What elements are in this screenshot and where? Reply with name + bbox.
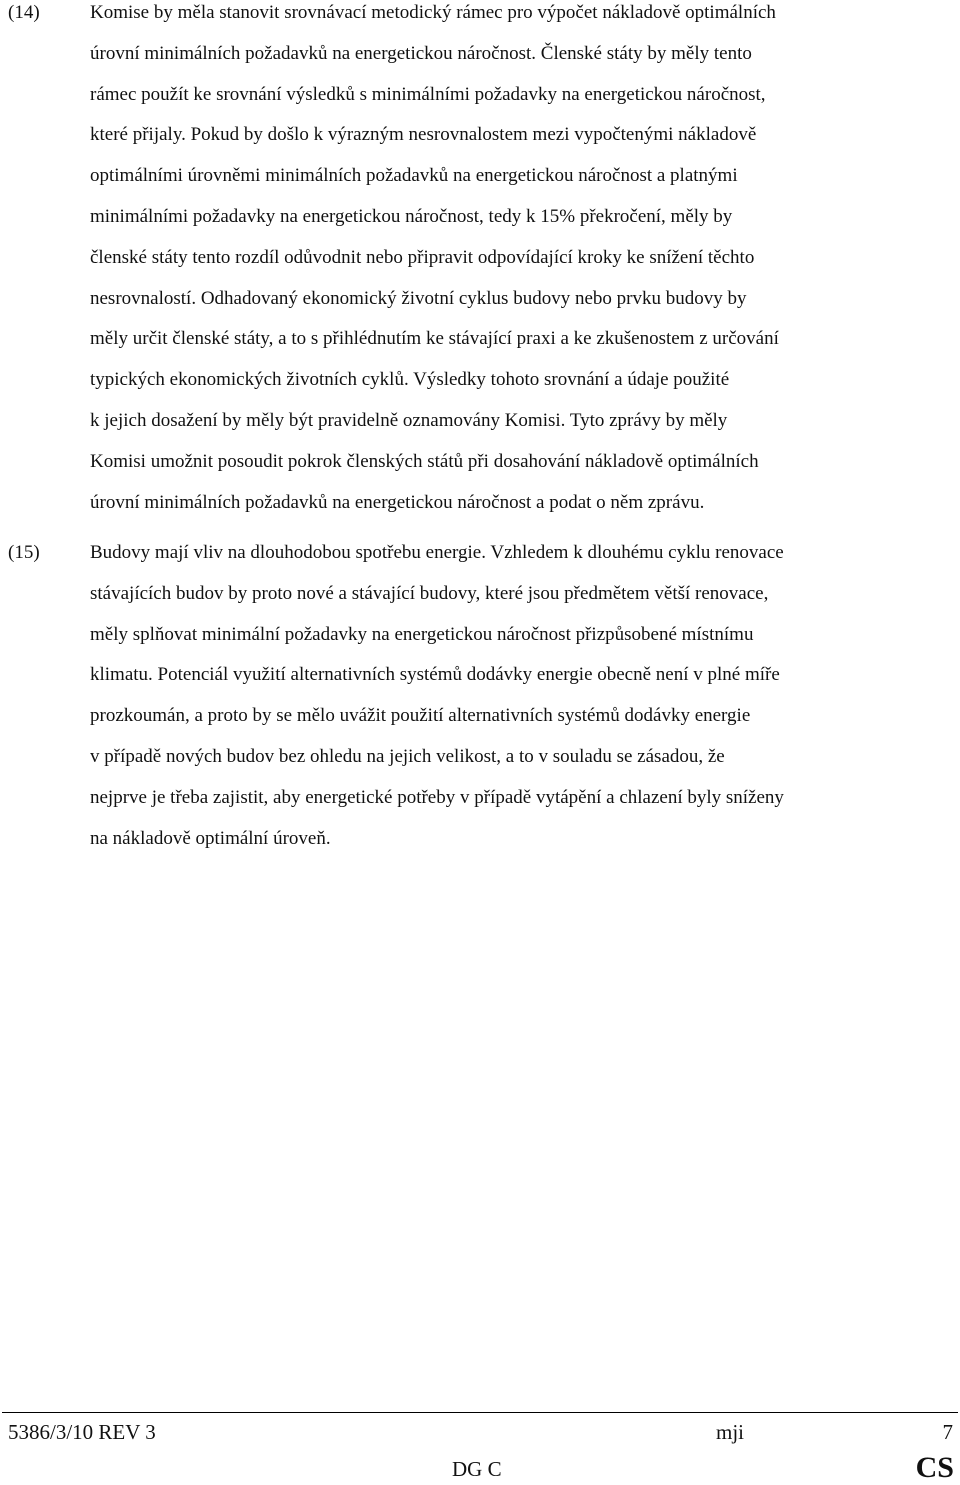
text-line: k jejich dosažení by měly být pravidelně oznamovány Komisi. Tyto zprávy by měly — [90, 409, 728, 431]
text-line: úrovní minimálních požadavků na energetickou náročnost a podat o něm zprávu. — [90, 491, 705, 513]
recital-text — [90, 0, 952, 523]
text-line: minimálními požadavky na energetickou náročnost, tedy k 15% překročení, měly by — [90, 205, 733, 227]
text-line: členské státy tento rozdíl odůvodnit nebo připravit odpovídající kroky ke snížení těchto — [90, 246, 755, 268]
recital-number: (15) — [8, 542, 40, 563]
language-code: CS — [915, 1451, 954, 1484]
text-line: prozkoumán, a proto by se mělo uvážit použití alternativních systémů dodávky energie — [90, 705, 751, 727]
author-initials: mji — [716, 1420, 745, 1444]
text-line: Budovy mají vliv na dlouhodobou spotřebu energie. Vzhledem k dlouhému cyklu renovace — [90, 542, 784, 563]
directorate-code: DG C — [452, 1457, 502, 1481]
text-line: Komisi umožnit posoudit pokrok členských států při dosahování nákladově optimálních — [90, 450, 759, 472]
text-line: rámec použít ke srovnání výsledků s minimálními požadavky na energetickou náročnost, — [90, 83, 766, 105]
text-line: klimatu. Potenciál využití alternativních systémů dodávky energie obecně není v plné míře — [90, 664, 780, 686]
text-line: optimálními úrovněmi minimálních požadavků na energetickou náročnost a platnými — [90, 165, 738, 187]
document-reference: 5386/3/10 REV 3 — [8, 1420, 156, 1444]
text-line: na nákladově optimální úroveň. — [90, 827, 331, 849]
text-line: které přijaly. Pokud by došlo k výrazným nesrovnalostem mezi vypočtenými nákladově — [90, 124, 757, 146]
text-line: úrovní minimálních požadavků na energetickou náročnost. Členské státy by měly tento — [90, 42, 752, 64]
text-line: nejprve je třeba zajistit, aby energetické potřeby v případě vytápění a chlazení byly sníženy — [90, 786, 784, 808]
text-line: typických ekonomických životních cyklů. Výsledky tohoto srovnání a údaje použité — [90, 369, 730, 391]
text-line: nesrovnalostí. Odhadovaný ekonomický životní cyklus budovy nebo prvku budovy by — [90, 287, 747, 309]
text-line: měly splňovat minimální požadavky na energetickou náročnost přizpůsobené místnímu — [90, 623, 754, 645]
text-line: měly určit členské státy, a to s přihlédnutím ke stávající praxi a ke zkušenostem z určování — [90, 328, 779, 350]
page-number: 7 — [942, 1420, 953, 1444]
text-line: stávajících budov by proto nové a stávající budovy, které jsou předmětem větší renovace, — [90, 582, 769, 604]
text-line: Komise by měla stanovit srovnávací metodický rámec pro výpočet nákladově optimálních — [90, 2, 776, 23]
recital-text — [90, 533, 952, 859]
recital-number: (14) — [8, 2, 40, 23]
footer-divider — [2, 1412, 958, 1413]
text-line: v případě nových budov bez ohledu na jejich velikost, a to v souladu se zásadou, že — [90, 745, 725, 767]
